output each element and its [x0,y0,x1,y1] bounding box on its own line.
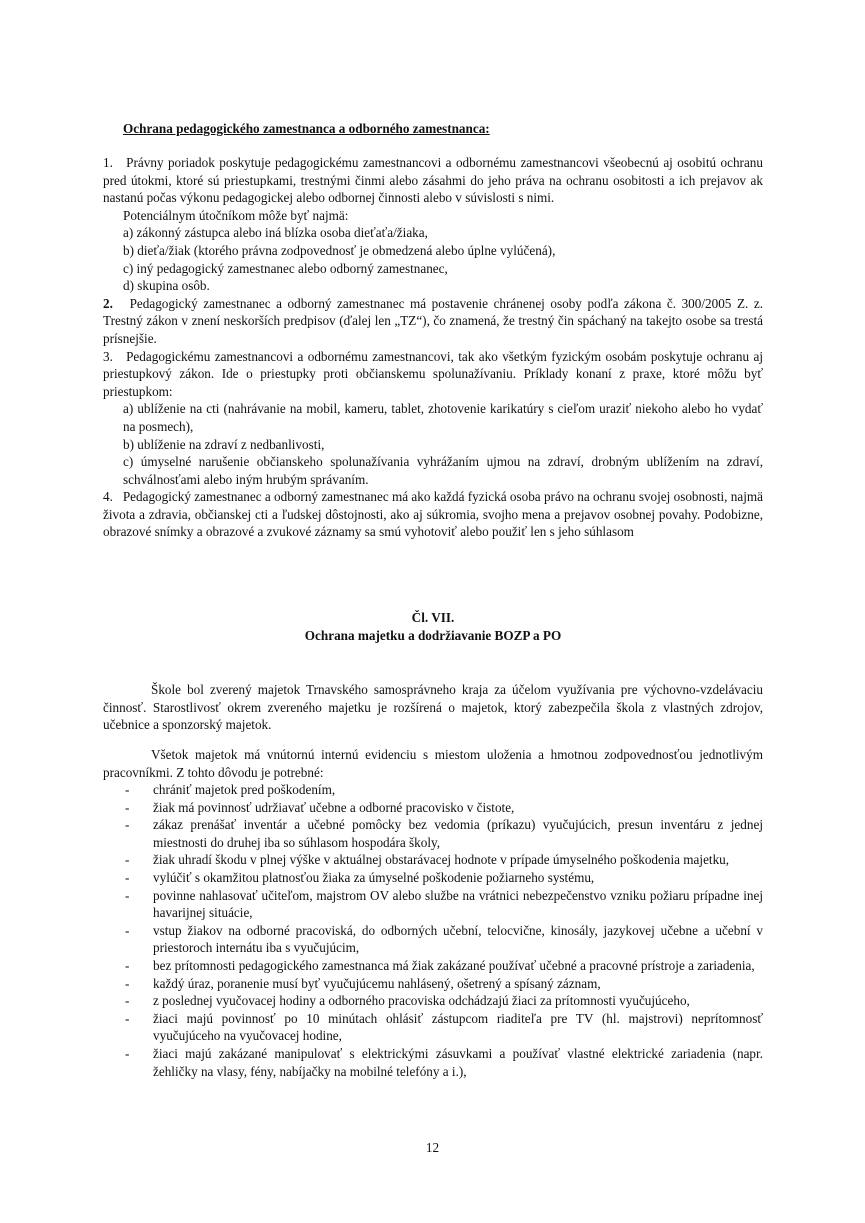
protection-list [103,154,763,541]
offense-item: c) úmyselné narušenie občianskeho spolunažívania vyhrážaním ujmou na zdraví, drobným ublížením na zdraví, schválnosťami alebo iným hrubým správaním. [123,454,763,487]
item-number: 4. [103,489,113,505]
item-3 [103,348,763,401]
bullet-dash: - [125,799,130,815]
item-2 [103,295,763,348]
bullet-dash: - [125,922,130,938]
attacker-item: d) skupina osôb. [123,278,210,294]
item-number: 2. [103,295,113,311]
item-number: 3. [103,348,113,364]
list-item [123,799,763,817]
page-number: 12 [425,1140,440,1155]
item-4 [103,488,763,541]
bullet-dash: - [125,852,130,868]
list-item [123,816,763,851]
bullet-dash: - [125,887,130,903]
item-text: Pedagogický zamestnanec a odborný zamestnanec má ako každá fyzická osoba právo na ochranu svojej osobnosti, najmä života a zdravia, občianskej cti a ľudskej dôstojnosti, ako aj súkromia, svojho mena a prejavov osobnej povahy. Podobizne, obrazové snímky a obrazové a zvukové záznamy sa smú vyhotoviť alebo použiť len s jeho súhlasom [103,489,763,540]
list-item [123,957,763,975]
list-item-text: žiaci majú zakázané manipulovať s elektrickými zásuvkami a používať vlastné elektrické zariadenia (napr. žehličky na vlasy, fény, nabíjačky na mobilné telefóny a i.), [153,1045,763,1079]
bullet-dash: - [125,1045,130,1061]
item-text: Právny poriadok poskytuje pedagogickému zamestnancovi a odbornému zamestnancovi všeobecnú aj osobitú ochranu pred útokmi, ktoré sú priestupkami, trestnými činmi alebo zásahmi do jeho práva na ochranu osobitosti a ich prejavov ak nastanú počas výkonu pedagogickej alebo odbornej činnosti alebo v súvislosti s nimi. [103,155,763,206]
bullet-dash: - [125,817,130,833]
list-item [123,851,763,869]
attacker-lead: Potenciálnym útočníkom môže byť najmä: [123,207,349,223]
paragraph-text: Všetok majetok má vnútornú internú evidenciu s miestom uloženia a hmotnou zodpovednosťou jednotlivým pracovníkmi. Z tohto dôvodu je potrebné: [103,747,763,780]
section-heading: Ochrana pedagogického zamestnanca a odborného zamestnanca: [123,121,490,136]
list-item-text: chrániť majetok pred poškodením, [153,782,336,797]
item-1 [103,154,763,207]
list-item [123,869,763,887]
bullet-dash: - [125,975,130,991]
list-item [123,992,763,1010]
item-number: 1. [103,155,113,170]
attacker-item: a) zákonný zástupca alebo iná blízka osoba dieťaťa/žiaka, [123,225,428,241]
offense-item: a) ublíženie na cti (nahrávanie na mobil, kameru, tablet, zhotovenie karikatúry s cieľom uraziť niekoho alebo ho vydať na posmech), [123,401,763,434]
list-item-text: žiaci majú povinnosť po 10 minútach ohlásiť zástupcom riaditeľa pre TV (hl. majstrovi) neprítomnosť vyučujúceho na vyučovacej hodine, [153,1010,763,1044]
list-item-text: žiak má povinnosť udržiavať učebne a odborné pracovisko v čistote, [153,799,515,815]
list-item [123,1010,763,1045]
bullet-dash: - [125,957,130,973]
list-item-text: vstup žiakov na odborné pracoviská, do odborných učební, telocvične, kinosály, jazykovej učebne a učební v priestoroch internátu iba s vyučujúcim, [153,922,763,956]
paragraph-text: Škole bol zverený majetok Trnavského samosprávneho kraja za účelom využívania pre výchovno-vzdelávaciu činnosť. Starostlivosť okrem zvereného majetku je rozšírená o majetok, ktorý zabezpečila škola z vlastných zdrojov, učebnice a sponzorský majetok. [103,682,763,733]
bullet-dash: - [125,993,130,1009]
item-text: Pedagogický zamestnanec a odborný zamestnanec má postavenie chránenej osoby podľa zákona č. 300/2005 Z. z. Trestný zákon v znení neskorších predpisov (ďalej len „TZ“), čo znamená, že trestný čin spáchaný na takejto osobe sa trestá prísnejšie. [103,295,764,346]
item-text: Pedagogickému zamestnancovi a odbornému zamestnancovi, tak ako všetkým fyzickým osobám poskytuje ochranu aj priestupkový zákon. Ide o priestupky proti občianskemu spolunažívaniu. Príklady konaní z praxe, ktoré môžu byť priestupkom: [103,348,763,399]
list-item-text: zákaz prenášať inventár a učebné pomôcky bez vedomia (príkazu) vyučujúcich, presun inventáru z jednej miestnosti do druhej iba so súhlasom hospodára školy, [153,817,763,850]
attacker-item: b) dieťa/žiak (ktorého právna zodpovednosť je obmedzená alebo úplne vylúčená), [123,242,556,258]
list-item-text: vylúčiť s okamžitou platnosťou žiaka za úmyselné poškodenie požiarneho systému, [153,869,595,885]
list-item-text: žiak uhradí škodu v plnej výške v aktuálnej obstarávacej hodnote v prípade úmyselného poškodenia majetku, [153,852,730,868]
list-item [123,781,763,799]
bullet-dash: - [125,1010,130,1026]
list-item-text: bez prítomnosti pedagogického zamestnanca má žiak zakázané používať učebné a pracovné prístroje a zariadenia, [153,957,755,973]
list-item-text: povinne nahlasovať učiteľom, majstrom OV alebo službe na vrátnici nebezpečenstvo vzniku požiaru prípadne inej havarijnej situácie, [153,887,763,921]
list-item [123,1045,763,1080]
rules-list [123,781,763,1080]
bullet-dash: - [125,869,130,885]
property-paragraph-2 [103,746,763,781]
attacker-item: c) iný pedagogický zamestnanec alebo odborný zamestnanec, [123,260,448,276]
list-item [123,887,763,922]
article-title: Čl. VII. [411,610,455,625]
list-item-text: každý úraz, poranenie musí byť vyučujúcemu nahlásený, ošetrený a spísaný záznam, [153,975,601,991]
offense-item: b) ublíženie na zdraví z nedbanlivosti, [123,436,325,452]
property-paragraph-1 [103,681,763,734]
list-item-text: z poslednej vyučovacej hodiny a odborného pracoviska odchádzajú žiaci za prítomnosti vyučujúceho, [153,993,690,1009]
list-item [123,922,763,957]
list-item [123,975,763,993]
article-subtitle: Ochrana majetku a dodržiavanie BOZP a PO [304,628,562,643]
bullet-dash: - [125,782,130,797]
